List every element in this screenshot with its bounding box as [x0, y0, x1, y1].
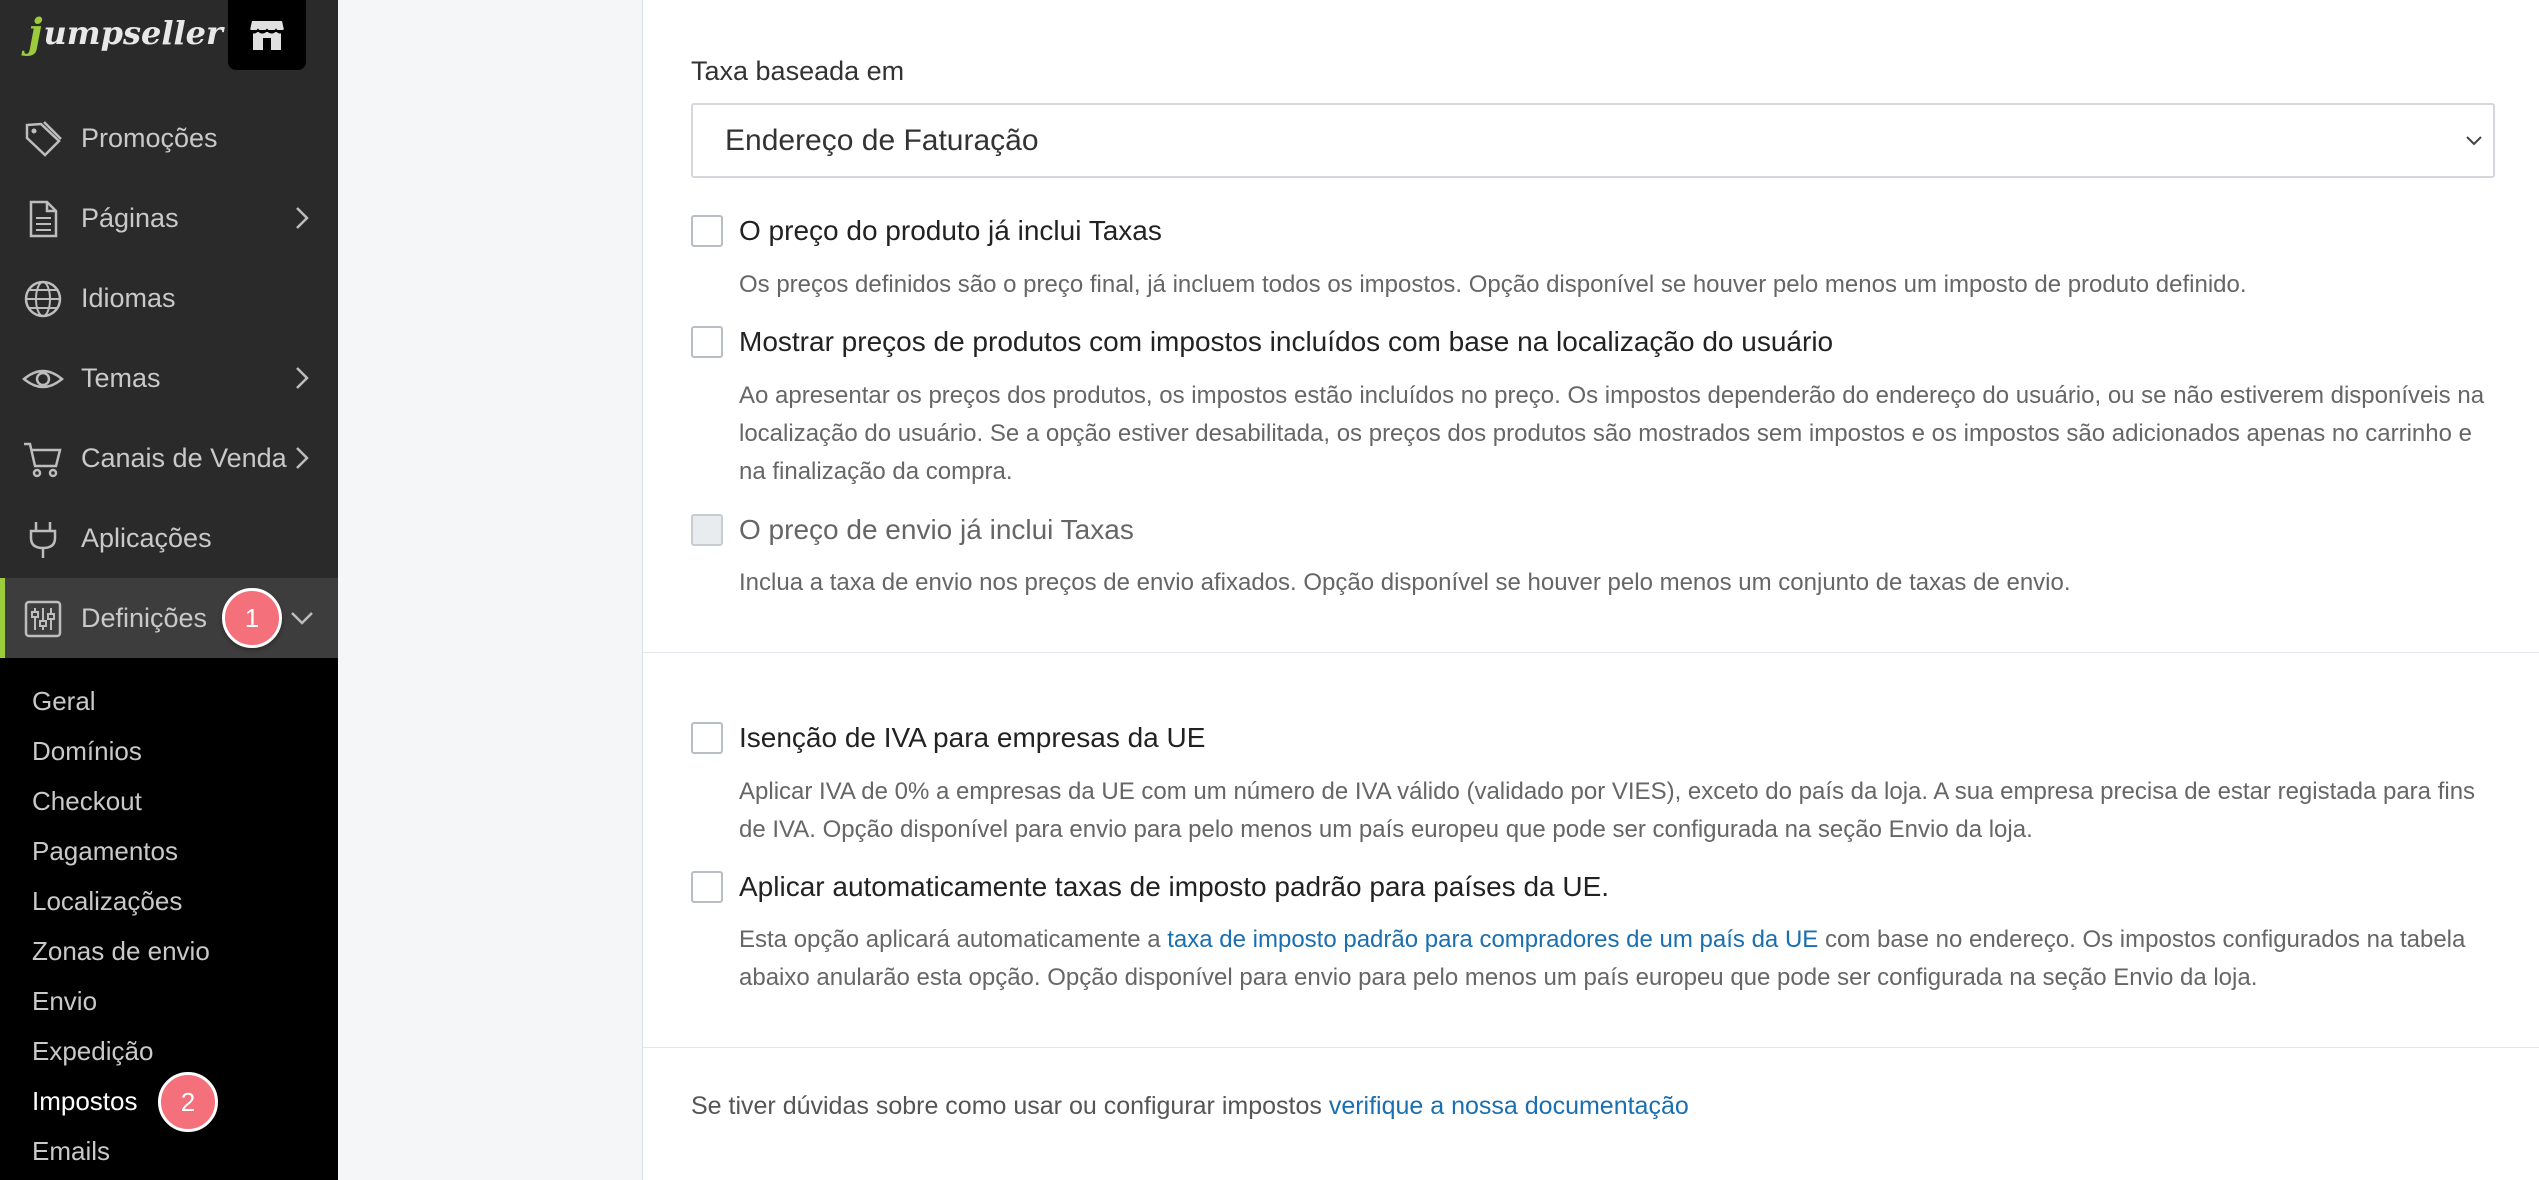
description-text: Esta opção aplicará automaticamente a [739, 926, 1168, 953]
option-product-price-includes-taxes [691, 215, 1162, 247]
option-auto-eu-tax-rates [691, 871, 1610, 903]
product-price-includes-taxes-checkbox[interactable] [691, 215, 723, 247]
tag-icon [22, 118, 64, 160]
sidebar-item-label: Páginas [81, 202, 179, 233]
taxes-settings-card [642, 0, 2539, 1180]
section-divider [643, 652, 2539, 653]
description-text: com base no endereço. Os impostos configurados na tabela abaixo anularão esta opção. Opção disponível para envio para pelo menos um país europeu que pode ser configurada na seção Envio da loja. [739, 926, 2466, 991]
logo-text: umpseller [43, 14, 223, 52]
sidebar-item-definicoes[interactable] [0, 578, 338, 658]
submenu-item-checkout[interactable]: Checkout [32, 786, 142, 816]
option-eu-vat-exemption [691, 722, 1206, 754]
active-indicator [0, 578, 5, 658]
eu-vat-exemption-checkbox[interactable] [691, 722, 723, 754]
documentation-link[interactable]: verifique a nossa documentação [1328, 1092, 1689, 1120]
chevron-down-icon [288, 604, 316, 632]
tax-based-on-select[interactable] [691, 103, 2495, 178]
sidebar-item-label: Idiomas [81, 282, 176, 313]
submenu-item-localizacoes[interactable]: Localizações [32, 886, 183, 916]
shipping-price-includes-taxes-checkbox[interactable] [691, 514, 723, 546]
help-text: Se tiver dúvidas sobre como usar ou configurar impostos [691, 1092, 1329, 1120]
sidebar [0, 0, 338, 1180]
chevron-right-icon [288, 204, 316, 232]
eye-icon [22, 358, 64, 400]
sidebar-item-canais-de-venda[interactable] [0, 418, 338, 498]
submenu-item-zonas-de-envio[interactable]: Zonas de envio [32, 936, 210, 966]
sidebar-item-paginas[interactable] [0, 178, 338, 258]
submenu-item-emails[interactable]: Emails [32, 1136, 111, 1166]
option-description: Ao apresentar os preços dos produtos, os impostos estão incluídos no preço. Os impostos dependerão do endereço do usuário, ou se não estiverem disponíveis na localização do usuário. Se a opção estiver desabilitada, os preços dos produtos são mostrados sem impostos e os impostos são adicionados apenas no carrinho e na finalização da compra. [739, 382, 2485, 485]
tax-based-on-label: Taxa baseada em [691, 56, 905, 86]
help-footer [691, 1092, 1689, 1121]
tax-based-on-value: Endereço de Faturação [725, 123, 1039, 157]
globe-icon [22, 278, 64, 320]
eu-tax-rates-link[interactable]: taxa de imposto padrão para compradores de um país da UE [1167, 926, 1819, 953]
option-description [739, 921, 2499, 997]
sidebar-item-idiomas[interactable] [0, 258, 338, 338]
option-description: Os preços definidos são o preço final, já incluem todos os impostos. Opção disponível se houver pelo menos um imposto de produto definido. [739, 271, 2247, 298]
sidebar-item-label: Promoções [81, 122, 218, 153]
sidebar-item-aplicacoes[interactable] [0, 498, 338, 578]
sidebar-item-label: Canais de Venda [81, 442, 287, 473]
logo-letter: j [28, 9, 43, 57]
auto-eu-tax-rates-checkbox[interactable] [691, 871, 723, 903]
option-show-prices-with-taxes [691, 326, 1834, 358]
chevron-right-icon [288, 364, 316, 392]
store-icon [249, 18, 285, 52]
sidebar-item-promocoes[interactable] [0, 98, 338, 178]
sidebar-item-label: Temas [81, 362, 161, 393]
option-label: O preço do produto já inclui Taxas [739, 215, 1162, 246]
document-icon [22, 198, 64, 240]
store-button[interactable] [228, 0, 306, 70]
plug-icon [22, 518, 64, 560]
step-badge-2: 2 [158, 1072, 218, 1132]
submenu-item-dominios[interactable]: Domínios [32, 736, 142, 766]
option-label: Mostrar preços de produtos com impostos incluídos com base na localização do usuário [739, 326, 1834, 357]
submenu-item-pagamentos[interactable]: Pagamentos [32, 836, 178, 866]
sliders-icon [22, 598, 64, 640]
sidebar-item-temas[interactable] [0, 338, 338, 418]
submenu-item-envio[interactable]: Envio [32, 986, 98, 1016]
chevron-down-icon [2463, 129, 2485, 151]
jumpseller-logo[interactable] [28, 8, 223, 58]
sidebar-item-label: Aplicações [81, 522, 212, 553]
submenu-item-impostos[interactable]: Impostos [32, 1086, 138, 1116]
step-badge-1: 1 [222, 588, 282, 648]
submenu-item-geral[interactable]: Geral [32, 686, 96, 716]
submenu-item-expedicao[interactable]: Expedição [32, 1036, 154, 1066]
option-description: Aplicar IVA de 0% a empresas da UE com um número de IVA válido (validado por VIES), exceto do país da loja. A sua empresa precisa de estar registada para fins de IVA. Opção disponível para envio para pelo menos um país europeu que pode ser configurada na seção Envio da loja. [739, 778, 2476, 843]
option-description: Inclua a taxa de envio nos preços de envio afixados. Opção disponível se houver pelo menos um conjunto de taxas de envio. [739, 569, 2071, 596]
option-shipping-price-includes-taxes [691, 514, 1134, 546]
option-label: Isenção de IVA para empresas da UE [739, 722, 1206, 753]
chevron-right-icon [288, 444, 316, 472]
option-label: O preço de envio já inclui Taxas [739, 514, 1134, 545]
show-prices-with-taxes-checkbox[interactable] [691, 326, 723, 358]
option-label: Aplicar automaticamente taxas de imposto padrão para países da UE. [739, 871, 1610, 902]
section-divider [643, 1047, 2539, 1048]
cart-icon [22, 438, 64, 480]
sidebar-item-label: Definições [81, 602, 208, 633]
